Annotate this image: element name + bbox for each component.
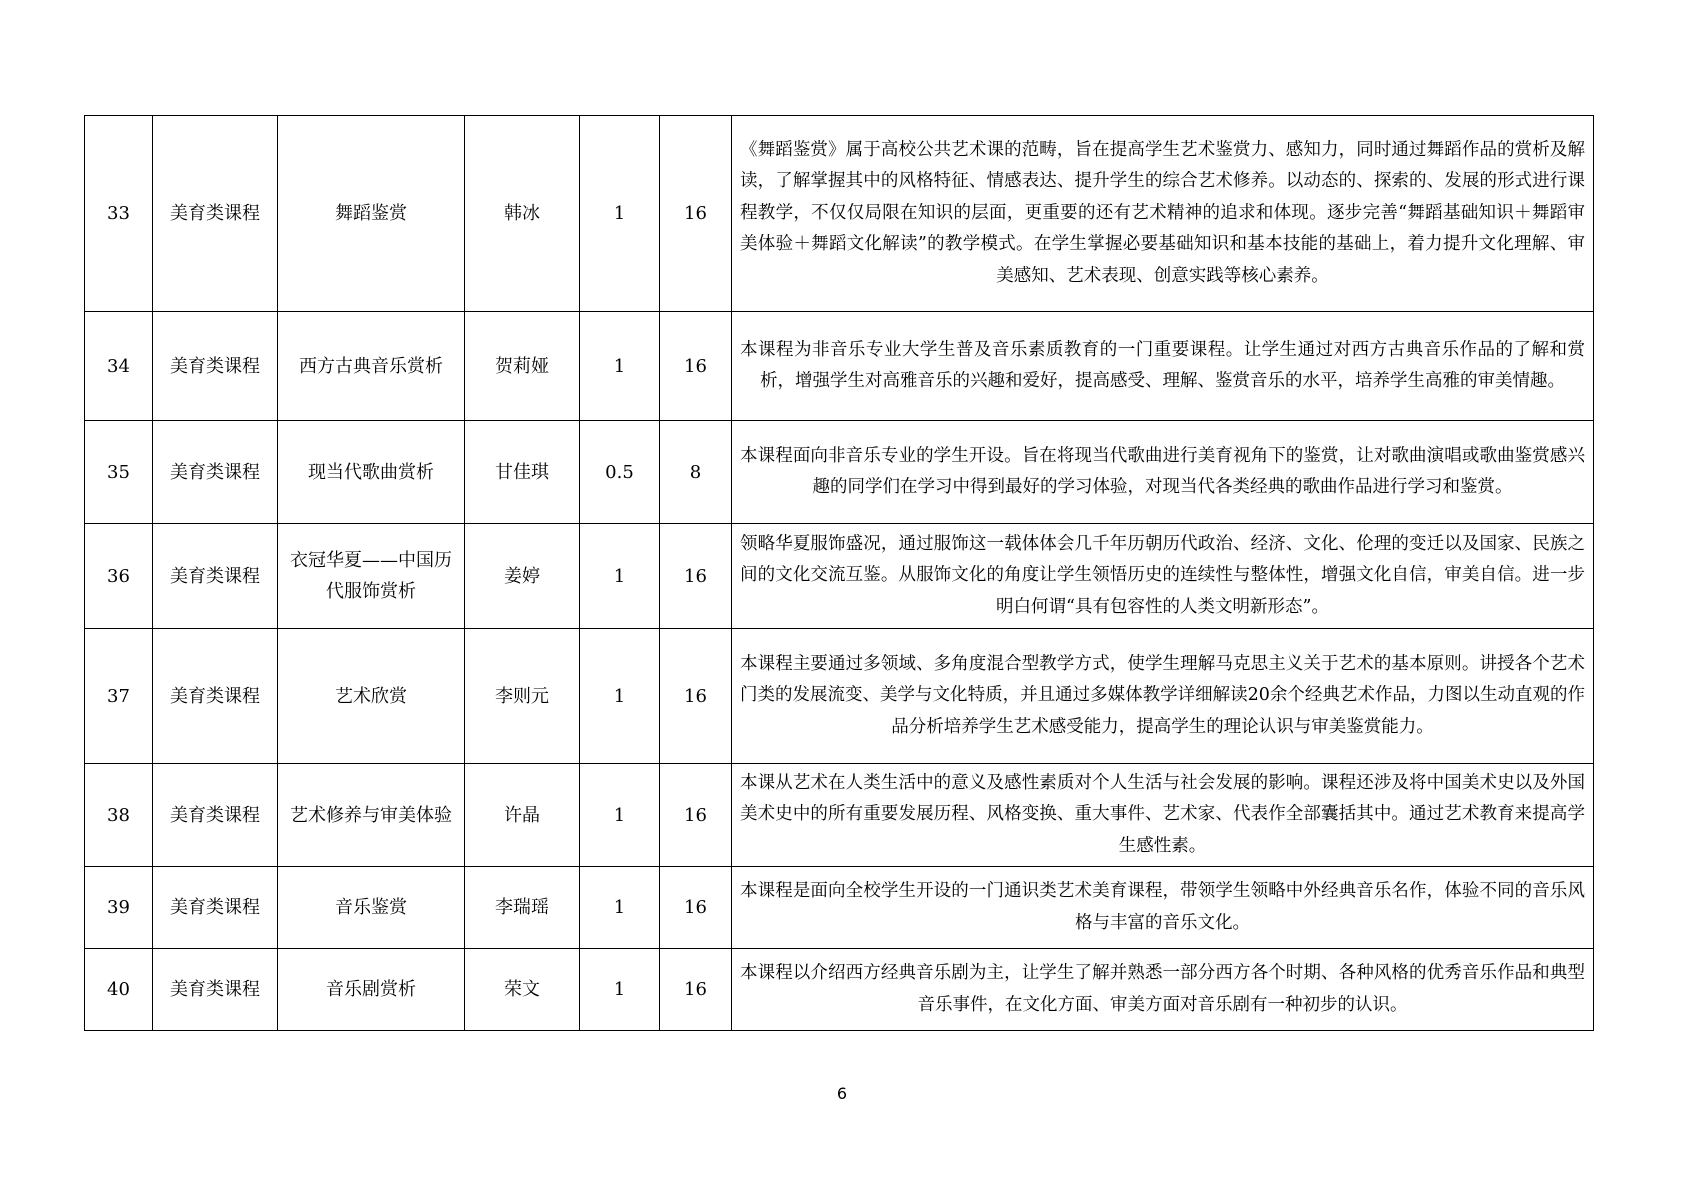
course-number: 33 — [85, 116, 153, 312]
course-category: 美育类课程 — [153, 867, 278, 949]
course-name: 音乐鉴赏 — [278, 867, 465, 949]
table-row — [85, 116, 1594, 312]
table-row — [85, 949, 1594, 1031]
course-name: 艺术修养与审美体验 — [278, 764, 465, 867]
course-teacher: 姜婷 — [465, 524, 580, 629]
course-teacher: 荣文 — [465, 949, 580, 1031]
course-name: 衣冠华夏——中国历代服饰赏析 — [278, 524, 465, 629]
course-description: 本课程为非音乐专业大学生普及音乐素质教育的一门重要课程。让学生通过对西方古典音乐作品的了解和赏析，增强学生对高雅音乐的兴趣和爱好，提高感受、理解、鉴赏音乐的水平，培养学生高雅的审美情趣。 — [732, 312, 1594, 421]
course-hours: 16 — [660, 629, 732, 764]
course-hours: 16 — [660, 312, 732, 421]
course-hours: 8 — [660, 421, 732, 524]
course-number: 36 — [85, 524, 153, 629]
course-name: 现当代歌曲赏析 — [278, 421, 465, 524]
course-number: 35 — [85, 421, 153, 524]
course-credit: 1 — [580, 312, 660, 421]
course-teacher: 许晶 — [465, 764, 580, 867]
course-category: 美育类课程 — [153, 764, 278, 867]
course-name: 舞蹈鉴赏 — [278, 116, 465, 312]
course-hours: 16 — [660, 867, 732, 949]
table-row — [85, 421, 1594, 524]
course-credit: 1 — [580, 116, 660, 312]
course-category: 美育类课程 — [153, 312, 278, 421]
course-description: 本课程面向非音乐专业的学生开设。旨在将现当代歌曲进行美育视角下的鉴赏，让对歌曲演唱或歌曲鉴赏感兴趣的同学们在学习中得到最好的学习体验，对现当代各类经典的歌曲作品进行学习和鉴赏。 — [732, 421, 1594, 524]
course-teacher: 贺莉娅 — [465, 312, 580, 421]
course-credit: 1 — [580, 524, 660, 629]
course-name: 西方古典音乐赏析 — [278, 312, 465, 421]
table-row — [85, 867, 1594, 949]
course-credit: 1 — [580, 867, 660, 949]
course-description: 本课从艺术在人类生活中的意义及感性素质对个人生活与社会发展的影响。课程还涉及将中国美术史以及外国美术史中的所有重要发展历程、风格变换、重大事件、艺术家、代表作全部囊括其中。通过艺术教育来提高学生感性素。 — [732, 764, 1594, 867]
course-description: 本课程以介绍西方经典音乐剧为主，让学生了解并熟悉一部分西方各个时期、各种风格的优秀音乐作品和典型音乐事件，在文化方面、审美方面对音乐剧有一种初步的认识。 — [732, 949, 1594, 1031]
table-row — [85, 764, 1594, 867]
table-row — [85, 629, 1594, 764]
course-teacher: 甘佳琪 — [465, 421, 580, 524]
course-credit: 1 — [580, 764, 660, 867]
course-teacher: 李则元 — [465, 629, 580, 764]
course-hours: 16 — [660, 949, 732, 1031]
course-credit: 1 — [580, 949, 660, 1031]
table-row — [85, 312, 1594, 421]
course-category: 美育类课程 — [153, 421, 278, 524]
course-name: 音乐剧赏析 — [278, 949, 465, 1031]
course-credit: 0.5 — [580, 421, 660, 524]
course-number: 40 — [85, 949, 153, 1031]
course-teacher: 李瑞瑶 — [465, 867, 580, 949]
course-description: 本课程主要通过多领域、多角度混合型教学方式，使学生理解马克思主义关于艺术的基本原则。讲授各个艺术门类的发展流变、美学与文化特质，并且通过多媒体教学详细解读20余个经典艺术作品，力图以生动直观的作品分析培养学生艺术感受能力，提高学生的理论认识与审美鉴赏能力。 — [732, 629, 1594, 764]
course-credit: 1 — [580, 629, 660, 764]
course-category: 美育类课程 — [153, 949, 278, 1031]
course-category: 美育类课程 — [153, 116, 278, 312]
course-description: 本课程是面向全校学生开设的一门通识类艺术美育课程，带领学生领略中外经典音乐名作，体验不同的音乐风格与丰富的音乐文化。 — [732, 867, 1594, 949]
course-number: 37 — [85, 629, 153, 764]
table-row — [85, 524, 1594, 629]
course-hours: 16 — [660, 764, 732, 867]
course-number: 39 — [85, 867, 153, 949]
course-name: 艺术欣赏 — [278, 629, 465, 764]
course-number: 38 — [85, 764, 153, 867]
course-number: 34 — [85, 312, 153, 421]
course-teacher: 韩冰 — [465, 116, 580, 312]
course-category: 美育类课程 — [153, 524, 278, 629]
course-category: 美育类课程 — [153, 629, 278, 764]
course-hours: 16 — [660, 116, 732, 312]
page-number: 6 — [836, 1084, 848, 1103]
course-hours: 16 — [660, 524, 732, 629]
course-table — [84, 115, 1594, 1031]
course-description: 《舞蹈鉴赏》属于高校公共艺术课的范畴，旨在提高学生艺术鉴赏力、感知力，同时通过舞蹈作品的赏析及解读，了解掌握其中的风格特征、情感表达、提升学生的综合艺术修养。以动态的、探索的、发展的形式进行课程教学，不仅仅局限在知识的层面，更重要的还有艺术精神的追求和体现。逐步完善“舞蹈基础知识＋舞蹈审美体验＋舞蹈文化解读”的教学模式。在学生掌握必要基础知识和基本技能的基础上，着力提升文化理解、审美感知、艺术表现、创意实践等核心素养。 — [732, 116, 1594, 312]
course-description: 领略华夏服饰盛况，通过服饰这一载体体会几千年历朝历代政治、经济、文化、伦理的变迁以及国家、民族之间的文化交流互鉴。从服饰文化的角度让学生领悟历史的连续性与整体性，增强文化自信，审美自信。进一步明白何谓“具有包容性的人类文明新形态”。 — [732, 524, 1594, 629]
